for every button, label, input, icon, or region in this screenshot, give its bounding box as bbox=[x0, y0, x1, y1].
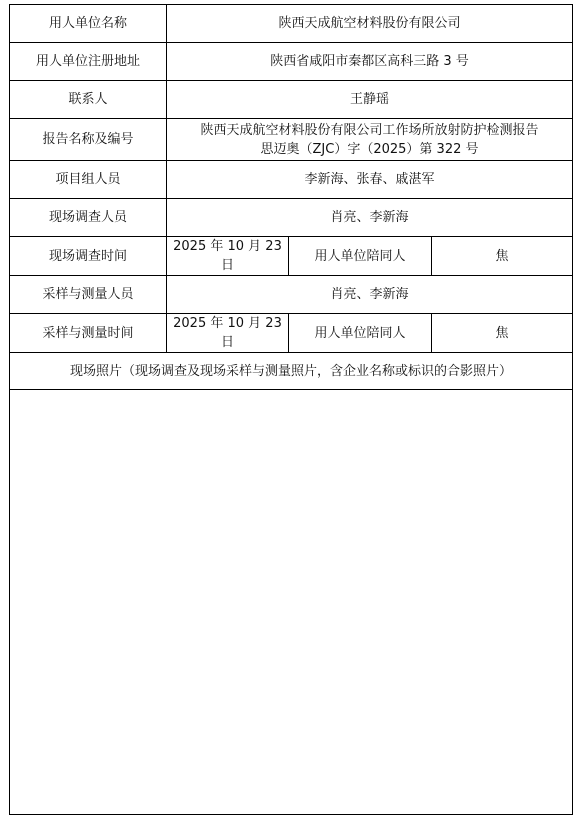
row-unit-name bbox=[10, 5, 573, 43]
team-value: 李新海、张春、戚湛军 bbox=[167, 161, 573, 199]
team-label: 项目组人员 bbox=[10, 161, 167, 199]
row-contact bbox=[10, 81, 573, 119]
sampling-staff-label: 采样与测量人员 bbox=[10, 276, 167, 314]
survey-staff-value: 肖亮、李新海 bbox=[167, 199, 573, 237]
photos-area bbox=[10, 390, 573, 815]
contact-label: 联系人 bbox=[10, 81, 167, 119]
photos-label: 现场照片（现场调查及现场采样与测量照片，含企业名称或标识的合影照片） bbox=[10, 353, 573, 390]
sampling-time-label: 采样与测量时间 bbox=[10, 314, 167, 353]
report-number: 思迈奥（ZJC）字（2025）第 322 号 bbox=[260, 141, 479, 157]
row-survey-staff bbox=[10, 199, 573, 237]
unit-address-value: 陕西省咸阳市秦都区高科三路 3 号 bbox=[167, 43, 573, 81]
unit-name-label: 用人单位名称 bbox=[10, 5, 167, 43]
row-report bbox=[10, 119, 573, 161]
unit-address-label: 用人单位注册地址 bbox=[10, 43, 167, 81]
record-form bbox=[9, 4, 573, 815]
row-sampling-time bbox=[10, 314, 573, 353]
survey-staff-label: 现场调查人员 bbox=[10, 199, 167, 237]
report-value bbox=[167, 119, 573, 161]
row-photos-area bbox=[10, 390, 573, 815]
row-team bbox=[10, 161, 573, 199]
sampling-escort-value: 焦 bbox=[432, 314, 573, 353]
report-title: 陕西天成航空材料股份有限公司工作场所放射防护检测报告 bbox=[200, 122, 539, 138]
contact-value: 王静瑶 bbox=[167, 81, 573, 119]
row-photos-label bbox=[10, 353, 573, 390]
report-label: 报告名称及编号 bbox=[10, 119, 167, 161]
row-survey-time bbox=[10, 237, 573, 276]
sampling-staff-value: 肖亮、李新海 bbox=[167, 276, 573, 314]
survey-time-date: 2025 年 10 月 23 日 bbox=[167, 237, 289, 276]
survey-escort-value: 焦 bbox=[432, 237, 573, 276]
sampling-escort-label: 用人单位陪同人 bbox=[289, 314, 432, 353]
survey-escort-label: 用人单位陪同人 bbox=[289, 237, 432, 276]
row-sampling-staff bbox=[10, 276, 573, 314]
row-unit-address bbox=[10, 43, 573, 81]
unit-name-value: 陕西天成航空材料股份有限公司 bbox=[167, 5, 573, 43]
survey-time-label: 现场调查时间 bbox=[10, 237, 167, 276]
sampling-time-date: 2025 年 10 月 23 日 bbox=[167, 314, 289, 353]
